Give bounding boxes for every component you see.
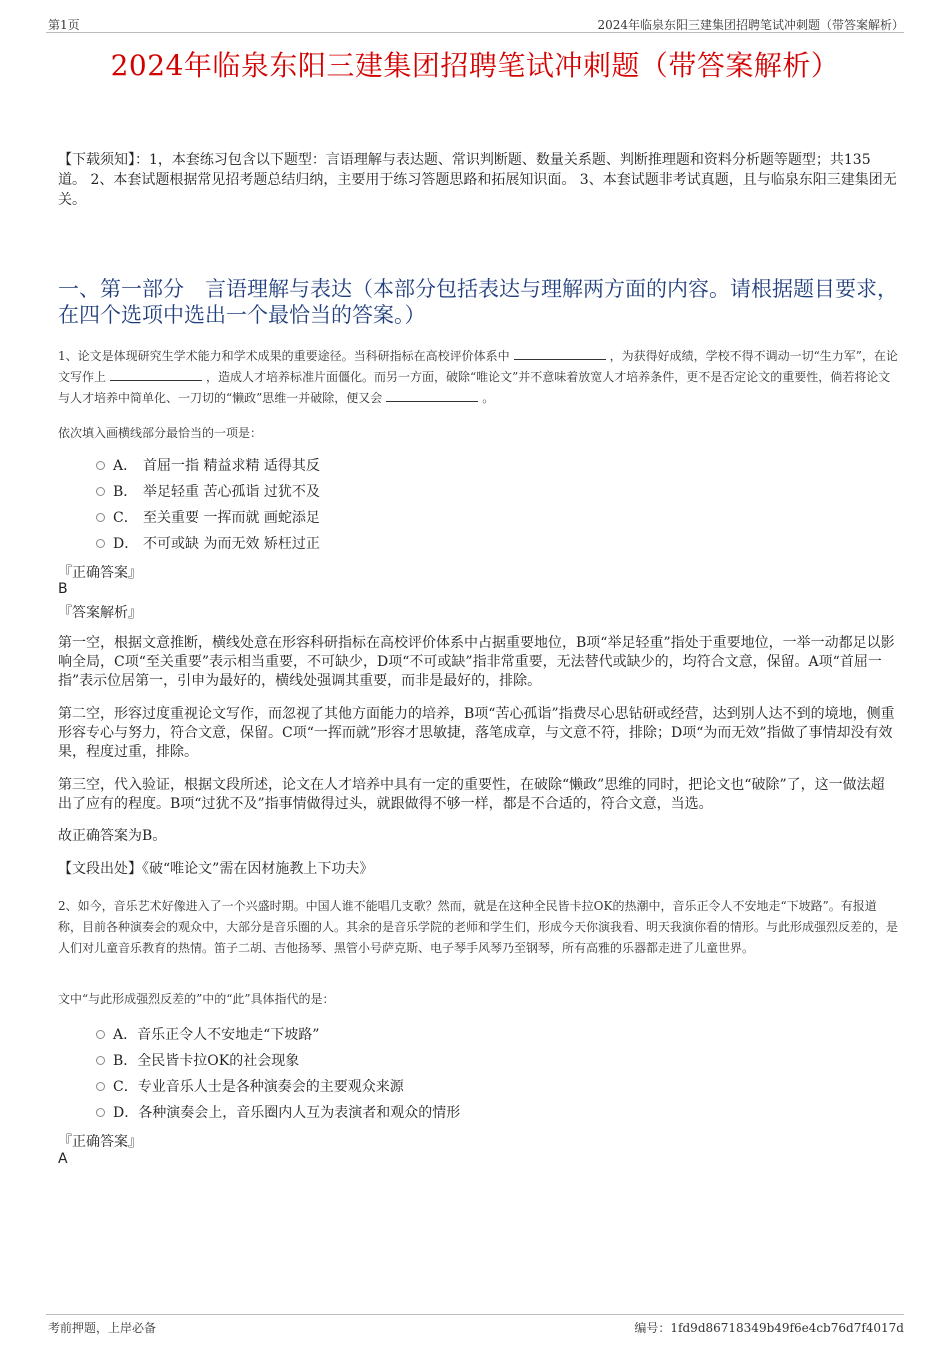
question-2-prompt: 文中“与此形成强烈反差的”中的“此”具体指代的是： xyxy=(58,992,335,1006)
radio-button-icon[interactable] xyxy=(96,1108,105,1117)
correct-answer-label: 『正确答案』 xyxy=(58,565,142,581)
option-a[interactable]: A． 首屈一指 精益求精 适得其反 xyxy=(96,452,320,478)
analysis-label: 『答案解析』 xyxy=(58,605,142,621)
page-footer xyxy=(46,1314,904,1335)
radio-button-icon[interactable] xyxy=(96,1030,105,1039)
document-title: 2024年临泉东阳三建集团招聘笔试冲刺题（带答案解析） xyxy=(110,49,840,82)
source-reference: 【文段出处】《破“唯论文”需在因材施教上下功夫》 xyxy=(58,861,374,877)
option-d[interactable]: D． 不可或缺 为而无效 矫枉过正 xyxy=(96,530,320,556)
option-d[interactable]: D． 各种演奏会上，音乐圈内人互为表演者和观众的情形 xyxy=(96,1099,460,1125)
document-id: 编号：1fd9d86718349b49f6e4cb76d7f4017d xyxy=(634,1321,904,1335)
analysis-conclusion: 故正确答案为B。 xyxy=(58,828,167,844)
header-doc-title: 2024年临泉东阳三建集团招聘笔试冲刺题（带答案解析） xyxy=(597,18,904,32)
footer-slogan: 考前押题，上岸必备 xyxy=(48,1321,157,1335)
answer-blank-1 xyxy=(514,347,606,360)
option-c[interactable]: C． 专业音乐人士是各种演奏会的主要观众来源 xyxy=(96,1073,460,1099)
question-2-text: 2、如今，音乐艺术好像进入了一个兴盛时期。中国人谁不能唱几支歌？然而，就是在这种全民皆卡拉OK的热潮中，音乐正令人不安地走“下坡路”。有报道称，目前各种演奏会的观众中，大部分是音乐圈的人。其余的是音乐学院的老师和学生们，形成今天你演我看、明天我演你看的情形。与此形成强烈反差的，是人们对儿童音乐教育的热情。笛子二胡、吉他扬琴、黑管小号萨克斯、电子琴手风琴乃至钢琴，所有高雅的乐器都走进了儿童世界。 xyxy=(58,899,899,955)
correct-answer: B xyxy=(58,581,68,597)
radio-button-icon[interactable] xyxy=(96,1082,105,1091)
answer-blank-2 xyxy=(110,368,202,381)
radio-button-icon[interactable] xyxy=(96,539,105,548)
answer-blank-3 xyxy=(386,389,478,402)
analysis-paragraph: 第一空，根据文意推断，横线处意在形容科研指标在高校评价体系中占据重要地位，B项“举足轻重”指处于重要地位，一举一动都足以影响全局，C项“至关重要”表示相当重要，不可缺少，D项“不可或缺”指非常重要，无法替代或缺少的，均符合文意，保留。A项“首屈一指”表示位居第一，引申为最好的，横线处强调其重要，而非是最好的，排除。 xyxy=(58,635,895,689)
question-1-options xyxy=(96,452,320,556)
download-notice: 【下载须知】：1，本套练习包含以下题型：言语理解与表达题、常识判断题、数量关系题、判断推理题和资料分析题等题型；共135道。 2、本套试题根据常见招考题总结归纳，主要用于练习答题思路和拓展知识面。 3、本套试题非考试真题，且与临泉东阳三建集团无关。 xyxy=(58,152,897,208)
analysis-paragraph: 第二空，形容过度重视论文写作，而忽视了其他方面能力的培养，B项“苦心孤诣”指费尽心思钻研或经营，达到别人达不到的境地，侧重形容专心与努力，符合文意，保留。C项“一挥而就”形容才思敏捷，落笔成章，与文意不符，排除；D项“为而无效”指做了事情却没有效果，程度过重，排除。 xyxy=(58,706,895,760)
radio-button-icon[interactable] xyxy=(96,513,105,522)
correct-answer-label: 『正确答案』 xyxy=(58,1134,142,1150)
analysis-paragraph: 第三空，代入验证，根据文段所述，论文在人才培养中具有一定的重要性，在破除“懒政”思维的同时，把论文也“破除”了，这一做法超出了应有的程度。B项“过犹不及”指事情做得过头，就跟做得不够一样，都是不合适的，符合文意，当选。 xyxy=(58,777,885,812)
question-2-options xyxy=(96,1021,460,1125)
option-a[interactable]: A． 音乐正令人不安地走“下坡路” xyxy=(96,1021,460,1047)
option-b[interactable]: B． 举足轻重 苦心孤诣 过犹不及 xyxy=(96,478,320,504)
radio-button-icon[interactable] xyxy=(96,461,105,470)
correct-answer: A xyxy=(58,1151,68,1167)
option-b[interactable]: B． 全民皆卡拉OK的社会现象 xyxy=(96,1047,460,1073)
page-number: 第1页 xyxy=(48,18,80,32)
question-1-prompt: 依次填入画横线部分最恰当的一项是： xyxy=(58,426,263,440)
section-title: 一、第一部分 言语理解与表达（本部分包括表达与理解两方面的内容。请根据题目要求，在四个选项中选出一个最恰当的答案。） xyxy=(58,277,898,327)
question-1-text: 1、论文是体现研究生学术能力和学术成果的重要途径。当科研指标在高校评价体系中 ，为获得好成绩，学校不得不调动一切“生力军”，在论文写作上 ，造成人才培养标准片面僵化。而另一方面，破除“唯论文”并不意味着放宽人才培养条件，更不是否定论文的重要性，倘若将论文与人才培养中简单化、一刀切的“懒政”思维一并破除，便又会 。 xyxy=(58,349,898,405)
page-header xyxy=(46,14,904,33)
radio-button-icon[interactable] xyxy=(96,1056,105,1065)
radio-button-icon[interactable] xyxy=(96,487,105,496)
option-c[interactable]: C． 至关重要 一挥而就 画蛇添足 xyxy=(96,504,320,530)
